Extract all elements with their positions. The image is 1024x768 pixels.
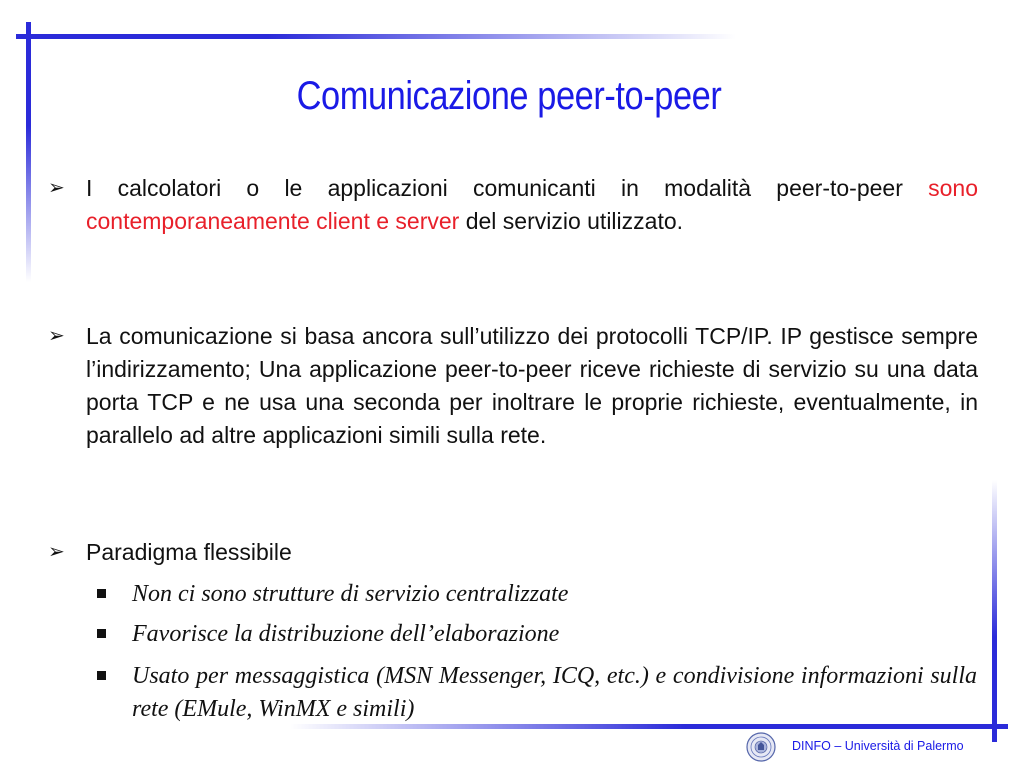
slide-title: Comunicazione peer-to-peer [296,74,722,118]
bullet-item [48,320,978,452]
arrow-bullet-icon: ➢ [48,325,65,347]
sub-bullet-item [97,618,977,651]
bullet-text [86,172,978,238]
square-bullet-icon [97,671,106,680]
university-seal-icon [746,732,776,762]
arrow-bullet-icon: ➢ [48,541,65,563]
bullet-text: Paradigma flessibile [86,539,292,565]
frame-line-right-vertical [992,480,997,742]
frame-line-top-horizontal [16,34,736,39]
bullet-item [48,536,978,569]
sub-bullet-text: Non ci sono strutture di servizio centralizzate [132,581,569,607]
sub-bullet-item [97,578,977,611]
bullet-text-part: I calcolatori o le applicazioni comunicanti in modalità peer-to-peer [86,175,929,201]
sub-bullet-text: Favorisce la distribuzione dell’elaborazione [132,621,560,647]
slide-footer [746,732,1006,766]
footer-text: DINFO – Università di Palermo [792,739,964,753]
sub-bullet-text: Usato per messaggistica (MSN Messenger, ICQ, etc.) e condivisione informazioni sulla rete (EMule, WinMX e simili) [132,663,977,722]
bullet-item [48,172,978,238]
bullet-text: La comunicazione si basa ancora sull’utilizzo dei protocolli TCP/IP. IP gestisce sempre l’indirizzamento; Una applicazione peer-to-peer riceve richieste di servizio su una data porta TCP e ne usa una seconda per inoltrare le proprie richieste, eventualmente, in parallelo ad altre applicazioni simili sulla rete. [86,323,978,448]
square-bullet-icon [97,629,106,638]
frame-line-top-left-vertical [26,22,31,282]
square-bullet-icon [97,589,106,598]
bullet-text-part: del servizio utilizzato. [459,208,684,234]
bullet-text-highlight: sono contemporaneamente client e server [86,175,978,234]
arrow-bullet-icon: ➢ [48,177,65,199]
sub-bullet-item [97,660,977,726]
